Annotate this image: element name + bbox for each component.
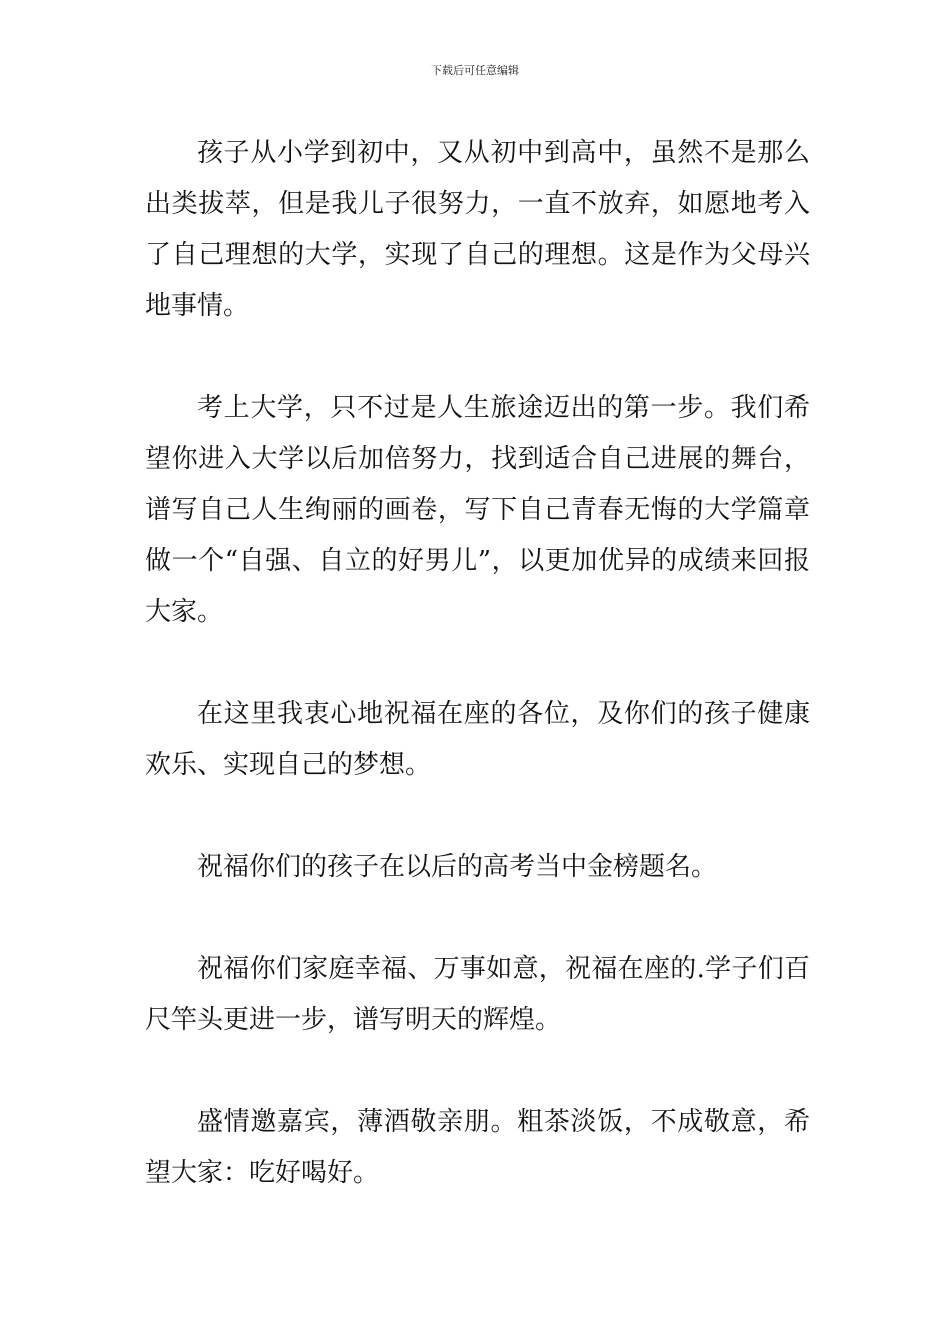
paragraph-6: 盛情邀嘉宾，薄酒敬亲朋。粗茶淡饭，不成敬意，希望大家：吃好喝好。 <box>145 1107 810 1188</box>
paragraph-2: 考上大学，只不过是人生旅途迈出的第一步。我们希望你进入大学以后加倍努力，找到适合自己进展的舞台，谱写自己人生绚丽的画卷，写下自己青春无悔的大学篇章做一个“自强、自立的好男儿”，以更加优异的成绩来回报大家。 <box>145 393 810 627</box>
document-body <box>145 128 810 1199</box>
paragraph-1: 孩子从小学到初中，又从初中到高中，虽然不是那么出类拔萃，但是我儿子很努力，一直不放弃，如愿地考入了自己理想的大学，实现了自己的理想。这是作为父母兴地事情。 <box>145 138 810 321</box>
page-header: 下载后可任意编辑 <box>431 64 519 77</box>
paragraph-5: 祝福你们家庭幸福、万事如意，祝福在座的.学子们百尺竿头更进一步，谱写明天的辉煌。 <box>145 954 810 1035</box>
paragraph-4: 祝福你们的孩子在以后的高考当中金榜题名。 <box>197 852 718 882</box>
paragraph-3: 在这里我衷心地祝福在座的各位，及你们的孩子健康欢乐、实现自己的梦想。 <box>145 699 810 780</box>
